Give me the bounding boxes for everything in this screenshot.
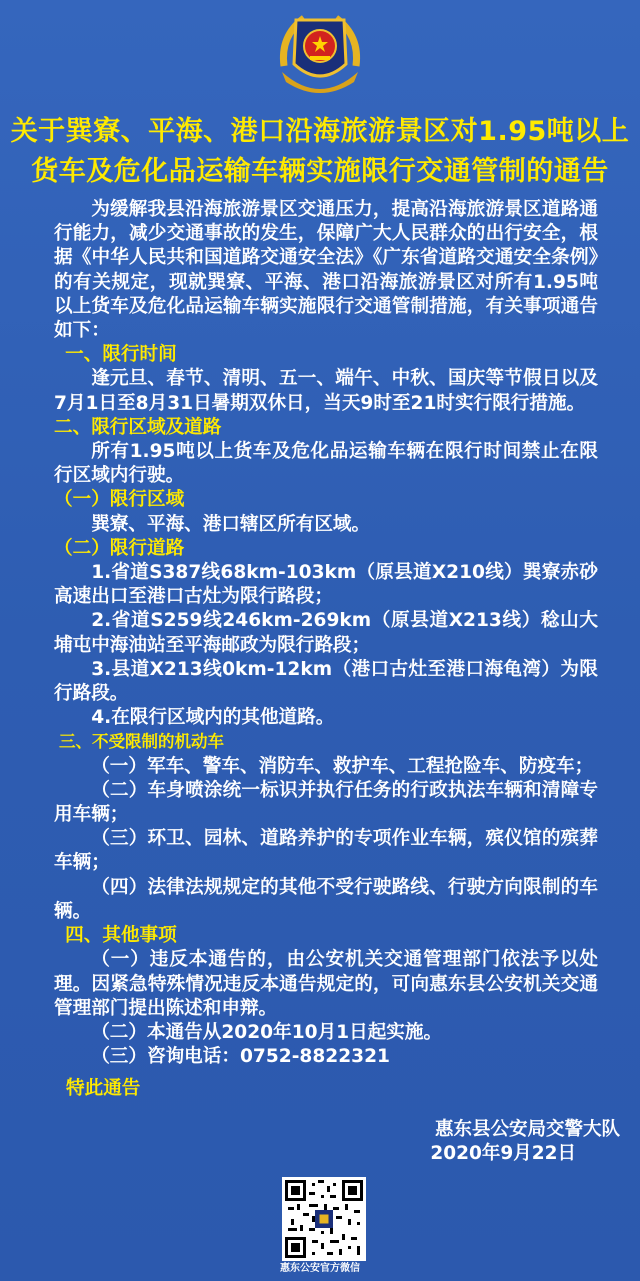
qr-caption: 惠东公安官方微信 bbox=[280, 1263, 360, 1274]
notice-title bbox=[10, 112, 630, 192]
exempt-item: （一）军车、警车、消防车、救护车、工程抢险车、防疫车； bbox=[91, 755, 594, 777]
section-2-heading: 二、限行区域及道路 bbox=[54, 416, 222, 438]
road-item: 4.在限行区域内的其他道路。 bbox=[91, 707, 335, 729]
section-2-sub2-heading: （二）限行道路 bbox=[54, 537, 185, 559]
road-item: 1.省道S387线68km-103km（原县道X210线）巽寮赤砂高速出口至港口古灶为限行路段； bbox=[54, 562, 598, 608]
road-item: 3.县道X213线0km-12km（港口古灶至港口海龟湾）为限行路段。 bbox=[54, 658, 598, 705]
other-item: （一）违反本通告的，由公安机关交通管理部门依法予以处理。因紧急特殊情况违反本通告规定的，可向惠东县公安机关交通管理部门提出陈述和申辩。 bbox=[54, 949, 598, 1019]
signature-date: 2020年9月22日 bbox=[430, 1143, 576, 1164]
section-2-sub1-heading: （一）限行区域 bbox=[54, 489, 185, 511]
other-item: （二）本通告从2020年10月1日起实施。 bbox=[91, 1021, 443, 1043]
intro-paragraph: 为缓解我县沿海旅游景区交通压力，提高沿海旅游景区道路通行能力，减少交通事故的发生，保障广大人民群众的出行安全，根据《中华人民共和国道路交通安全法》《广东省道路交通安全条例》的有关规定，现就巽寮、平海、港口沿海旅游景区对所有1.95吨以上货车及危化品运输车辆实施限行交通管制措施，有关事项通告如下： bbox=[54, 199, 598, 342]
road-item: 2.省道S259线246km-269km（原县道X213线）稔山大埔屯中海油站至平海邮政为限行路段； bbox=[54, 610, 598, 656]
section-4-heading: 四、其他事项 bbox=[65, 925, 177, 947]
exempt-item: （二）车身喷涂统一标识并执行任务的行政执法车辆和清障专用车辆； bbox=[54, 779, 598, 826]
police-emblem-icon bbox=[274, 6, 366, 98]
section-3-heading: 三、不受限制的机动车 bbox=[58, 732, 224, 752]
notice-body bbox=[54, 198, 598, 1102]
signature-org: 惠东县公安局交警大队 bbox=[434, 1119, 620, 1140]
signature-block bbox=[430, 1118, 620, 1166]
other-item: （三）咨询电话：0752-8822321 bbox=[91, 1046, 390, 1068]
exempt-item: （四）法律法规规定的其他不受行驶路线、行驶方向限制的车辆。 bbox=[54, 876, 598, 922]
closing-text: 特此通告 bbox=[66, 1078, 141, 1100]
title-line-1: 关于巽寮、平海、港口沿海旅游景区对1.95吨以上 bbox=[10, 116, 630, 147]
section-1-body: 逢元旦、春节、清明、五一、端午、中秋、国庆等节假日以及7月1日至8月31日暑期双休日，当天9时至21时实行限行措施。 bbox=[54, 368, 598, 414]
title-line-2: 货车及危化品运输车辆实施限行交通管制的通告 bbox=[31, 156, 609, 187]
exempt-item: （三）环卫、园林、道路养护的专项作业车辆，殡仪馆的殡葬车辆； bbox=[54, 828, 598, 874]
section-2-sub1-body: 巽寮、平海、港口辖区所有区域。 bbox=[91, 513, 371, 535]
qr-code-icon[interactable] bbox=[282, 1177, 366, 1261]
section-2-body: 所有1.95吨以上货车及危化品运输车辆在限行时间禁止在限行区域内行驶。 bbox=[54, 441, 598, 487]
section-1-heading: 一、限行时间 bbox=[65, 344, 177, 366]
